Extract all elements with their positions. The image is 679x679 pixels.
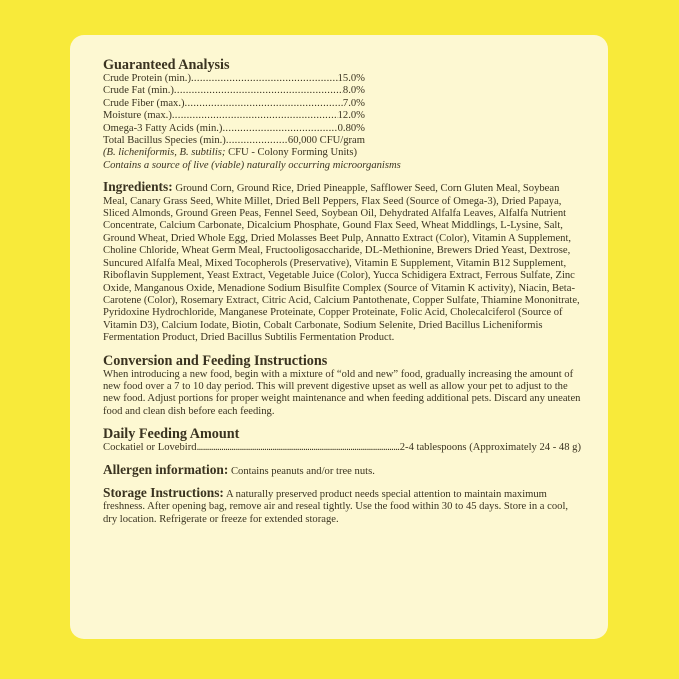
analysis-label: Omega-3 Fatty Acids (min.) (103, 122, 223, 134)
analysis-leader-dots (172, 110, 338, 122)
guaranteed-analysis-heading: Guaranteed Analysis (103, 57, 230, 73)
analysis-leader-dots (191, 73, 338, 85)
analysis-row (103, 98, 365, 110)
analysis-row (103, 135, 365, 147)
ingredients-text: Ground Corn, Ground Rice, Dried Pineapple, Safflower Seed, Corn Gluten Meal, Soybean Meal, Canary Grass Seed, White Millet, Dried Bell Peppers, Flax Seed (Source of Omega-3), Dried Papaya, Sliced Almonds, Ground Green Peas, Fennel Seed, Soybean Oil, Dehydrated Alfalfa Leaves, Alfalfa Nutrient Concentrate, Calcium Carbonate, Dicalcium Phosphate, Gound Flax Seed, Wheat Middlings, L-Lysine, Salt, Ground Wheat, Dried Whole Egg, Dried Molasses Beet Pulp, Annatto Extract (Color), Vitamin A Supplement, Choline Chloride, Wheat Germ Meal, Fructooligosaccharide, DL-Methionine, Brewers Dried Yeast, Dextrose, Suncured Alfalfa Meal, Mixed Tocopherols (Preservative), Vitamin E Supplement, Vitamin B12 Supplement, Riboflavin Supplement, Yeast Extract, Vegetable Juice (Color), Yucca Schidigera Extract, Ferrous Sulfate, Zinc Oxide, Manganous Oxide, Menadione Sodium Bisulfite Complex (Source of Vitamin K activity), Niacin, Beta-Carotene (Color), Rosemary Extract, Citric Acid, Calcium Pantothenate, Copper Sulfate, Thiamine Mononitrate, Pyridoxine Hydrochloride, Manganese Proteinate, Copper Proteinate, Folic Acid, Cholecalciferol (Source of Vitamin D3), Calcium Iodate, Biotin, Cobalt Carbonate, Sodium Selenite, Dried Bacillus Licheniformis Fermentation Product, Dried Bacillus Subtilis Fermentation Product. (103, 183, 580, 344)
analysis-leader-dots (222, 123, 337, 135)
allergen-paragraph (103, 463, 581, 478)
allergen-text: Contains peanuts and/or tree nuts. (228, 465, 375, 477)
conversion-text: When introducing a new food, begin with a mixture of “old and new” food, gradually increasing the amount of new food over a 7 to 10 day period. This will prevent digestive upset as well as allow your pet to adjust to the new food. Adjust portions for proper weight maintenance and when feeding additional pets. Discard any uneaten food and clean dish before each feeding. (103, 368, 581, 417)
storage-text: A naturally preserved product needs special attention to maintain maximum freshness. After opening bag, remove air and reseal tightly. Use the food within 30 to 45 days. Store in a cool, dry location. Refrigerate or freeze for extended storage. (103, 488, 569, 525)
cfu-definition: CFU - Colony Forming Units) (225, 147, 357, 159)
analysis-value: 60,000 CFU/gram (287, 135, 365, 147)
conversion-section (103, 353, 581, 419)
storage-paragraph (103, 486, 581, 526)
feeding-amount: 2-4 tablespoons (Approximately 24 - 48 g) (399, 442, 581, 454)
live-microorganisms-note: Contains a source of live (viable) naturally occurring microorganisms (103, 159, 401, 171)
ingredients-section (103, 180, 581, 344)
analysis-label: Crude Fiber (max.) (103, 97, 185, 109)
analysis-leader-dots (185, 98, 343, 110)
analysis-label: Moisture (max.) (103, 110, 172, 122)
feeding-bird-type: Cockatiel or Lovebird (103, 442, 197, 454)
allergen-heading: Allergen information: (103, 461, 229, 477)
analysis-value: 12.0% (337, 110, 365, 122)
bacillus-species-note (103, 147, 581, 159)
conversion-heading: Conversion and Feeding Instructions (103, 352, 328, 369)
analysis-label: Crude Protein (min.) (103, 73, 191, 84)
analysis-label: Total Bacillus Species (min.) (103, 135, 226, 147)
analysis-row (103, 73, 365, 85)
analysis-label: Crude Fat (min.) (103, 85, 174, 97)
analysis-row (103, 110, 365, 122)
label-content (103, 57, 581, 526)
label-panel (70, 35, 608, 639)
daily-feeding-section (103, 426, 581, 454)
analysis-row (103, 85, 365, 97)
storage-heading: Storage Instructions: (103, 484, 224, 500)
guaranteed-analysis-section (103, 57, 581, 172)
daily-feeding-heading: Daily Feeding Amount (103, 426, 240, 443)
storage-section (103, 486, 581, 526)
analysis-row (103, 123, 365, 135)
guaranteed-analysis-table (103, 73, 581, 147)
analysis-value: 0.80% (337, 122, 365, 134)
analysis-leader-dots (226, 135, 288, 147)
analysis-leader-dots (174, 85, 343, 97)
analysis-value: 8.0% (342, 85, 365, 97)
allergen-section (103, 463, 581, 478)
analysis-value: 15.0% (337, 73, 365, 84)
ingredients-heading: Ingredients: (103, 179, 173, 195)
feeding-row (103, 442, 581, 454)
ingredients-paragraph (103, 180, 581, 344)
feeding-leader-dots (197, 442, 400, 454)
analysis-value: 7.0% (342, 97, 365, 109)
bacillus-species-names: (B. licheniformis, B. subtilis; (103, 147, 226, 159)
